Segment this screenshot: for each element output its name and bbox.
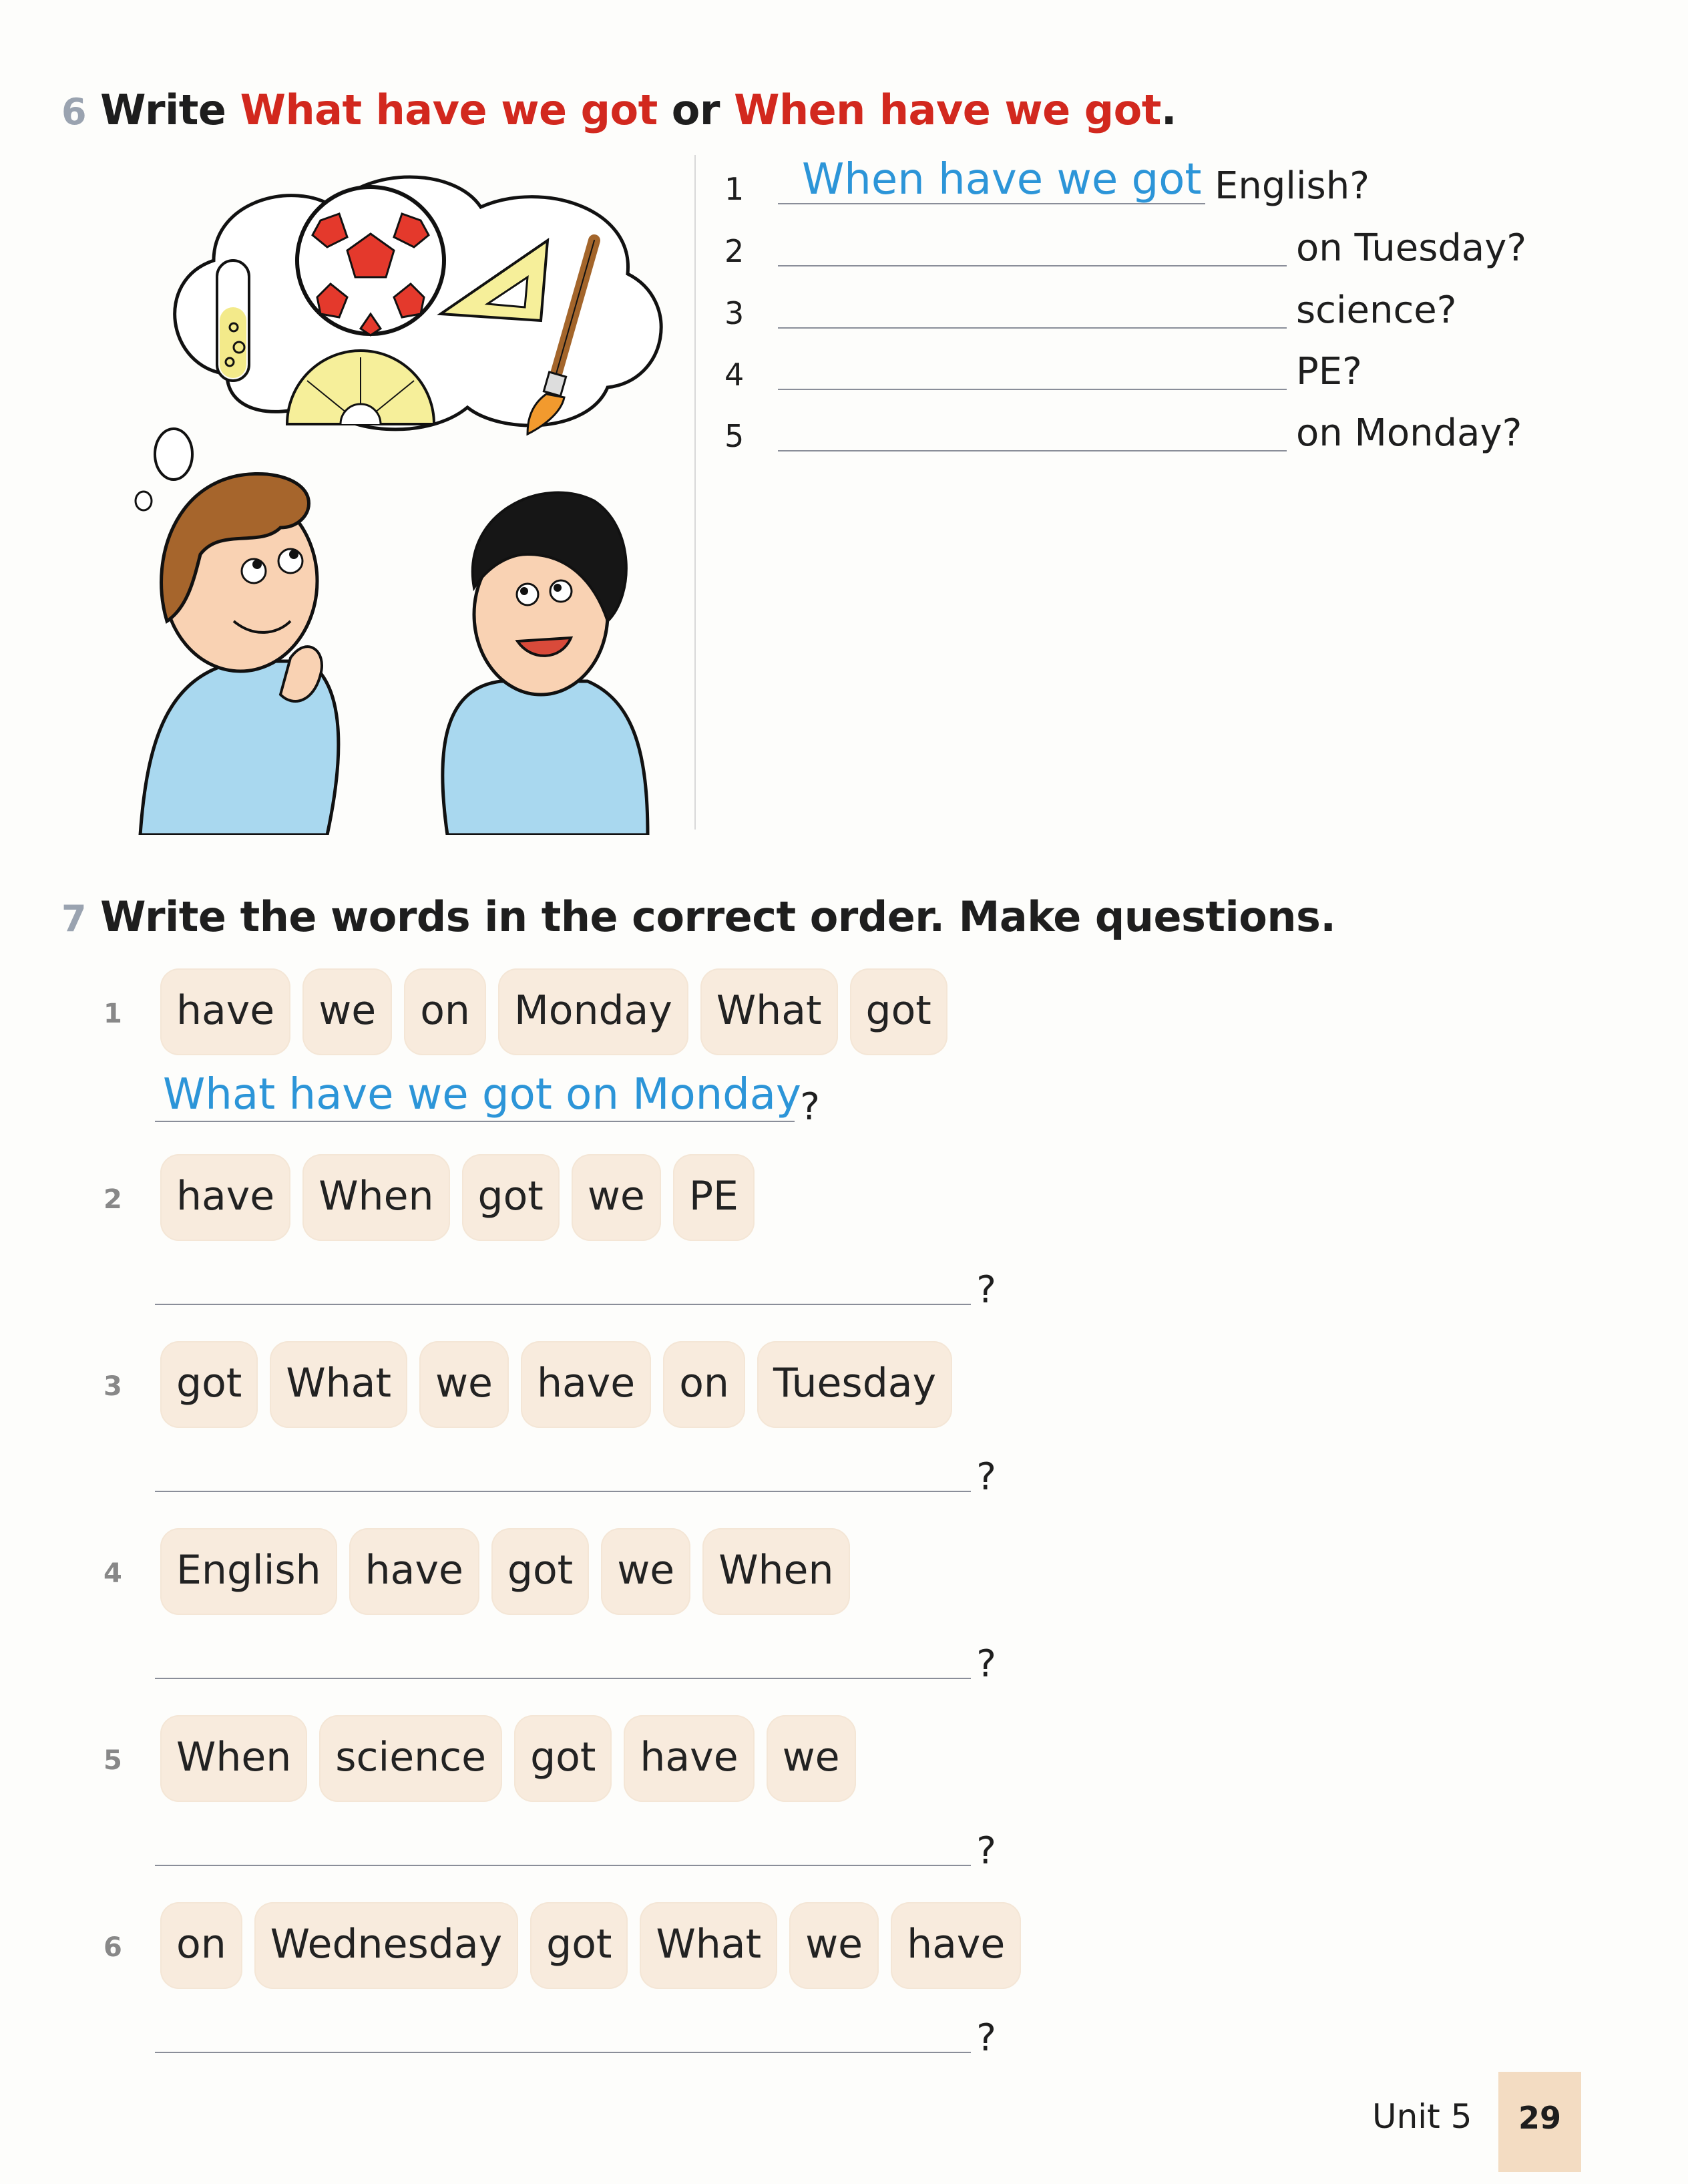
row-number: 4 — [103, 1558, 122, 1589]
word-chip: Tuesday — [757, 1341, 952, 1428]
row-number: 6 — [103, 1932, 122, 1963]
word-chips — [160, 968, 947, 1055]
handwritten-answer: When have we got — [802, 155, 1202, 204]
page-number: 29 — [1498, 2072, 1581, 2172]
row-number: 2 — [103, 1184, 122, 1215]
answer-line-4[interactable] — [155, 1626, 996, 1686]
answer-line[interactable] — [778, 327, 1287, 329]
word-chip: we — [419, 1341, 509, 1428]
word-chip: When — [702, 1528, 849, 1615]
row-number: 5 — [103, 1745, 122, 1776]
word-chip: Monday — [498, 968, 688, 1055]
word-chip: What — [270, 1341, 407, 1428]
underline — [155, 1865, 971, 1866]
football-icon — [297, 187, 444, 335]
boy-right — [443, 493, 648, 835]
unit-label: Unit 5 — [1372, 2097, 1472, 2136]
heading-period: . — [1160, 85, 1177, 134]
item-number: 4 — [724, 357, 745, 393]
answer-line[interactable] — [778, 450, 1287, 451]
row-number: 1 — [103, 998, 122, 1029]
word-chips — [160, 1715, 856, 1802]
item-number: 3 — [724, 295, 745, 331]
word-chip: got — [491, 1528, 589, 1615]
item-tail: on Monday? — [1296, 411, 1522, 455]
word-chip: Wednesday — [254, 1902, 518, 1989]
underline — [155, 1304, 971, 1305]
test-tube-icon — [217, 260, 249, 381]
answer-line-3[interactable] — [155, 1439, 996, 1499]
exercise-7-heading — [61, 892, 1335, 941]
answer-line-6[interactable] — [155, 2000, 996, 2060]
word-chip: have — [160, 968, 290, 1055]
illustration-boys-thinking — [127, 154, 694, 835]
underline — [155, 1491, 971, 1492]
answer-line-5[interactable] — [155, 1813, 996, 1873]
word-chip: have — [624, 1715, 754, 1802]
word-chip: have — [349, 1528, 479, 1615]
option-when: When have we got — [734, 85, 1161, 134]
word-chip: science — [319, 1715, 502, 1802]
answer-line[interactable] — [778, 389, 1287, 390]
item-tail: science? — [1296, 289, 1457, 332]
question-mark: ? — [976, 2016, 996, 2060]
item-tail: on Tuesday? — [1296, 226, 1527, 270]
word-chips — [160, 1528, 850, 1615]
word-chip: we — [572, 1154, 661, 1241]
handwritten-answer: What have we got on Monday — [163, 1070, 801, 1119]
row-number: 3 — [103, 1371, 122, 1402]
item-number: 2 — [724, 233, 745, 269]
word-chip: got — [514, 1715, 612, 1802]
word-chips — [160, 1902, 1021, 1989]
item-number: 1 — [724, 171, 745, 207]
word-chip: we — [789, 1902, 879, 1989]
word-chip: have — [160, 1154, 290, 1241]
word-chip: PE — [673, 1154, 755, 1241]
word-chip: What — [700, 968, 838, 1055]
boy-left — [140, 474, 339, 835]
word-chip: on — [404, 968, 486, 1055]
option-what: What have we got — [240, 85, 658, 134]
word-chip: When — [160, 1715, 307, 1802]
word-chip: got — [462, 1154, 560, 1241]
item-tail: English? — [1215, 164, 1369, 208]
heading-or: or — [657, 85, 734, 134]
word-chip: on — [663, 1341, 745, 1428]
word-chip: we — [767, 1715, 856, 1802]
item-number: 5 — [724, 418, 745, 454]
word-chips — [160, 1154, 755, 1241]
answer-line-2[interactable] — [155, 1252, 996, 1312]
answer-line-1[interactable] — [155, 1069, 820, 1129]
question-mark: ? — [976, 1455, 996, 1499]
underline — [155, 2052, 971, 2053]
word-chip: we — [601, 1528, 690, 1615]
boys-thinking-drawing — [127, 154, 694, 835]
word-chip: got — [530, 1902, 628, 1989]
word-chip: on — [160, 1902, 242, 1989]
exercise-number: 6 — [61, 91, 87, 133]
question-mark: ? — [976, 1642, 996, 1686]
question-mark: ? — [800, 1085, 820, 1129]
word-chips — [160, 1341, 952, 1428]
column-divider — [694, 155, 696, 830]
word-chip: got — [850, 968, 947, 1055]
answer-line[interactable] — [778, 265, 1287, 266]
underline — [155, 1121, 795, 1122]
word-chip: have — [891, 1902, 1021, 1989]
word-chip: When — [302, 1154, 449, 1241]
word-chip: got — [160, 1341, 258, 1428]
word-chip: we — [302, 968, 392, 1055]
word-chip: have — [521, 1341, 651, 1428]
word-chip: What — [640, 1902, 777, 1989]
question-mark: ? — [976, 1829, 996, 1873]
underline — [155, 1678, 971, 1679]
question-mark: ? — [976, 1268, 996, 1312]
exercise-number: 7 — [61, 898, 87, 940]
word-chip: English — [160, 1528, 337, 1615]
item-tail: PE? — [1296, 350, 1362, 393]
heading-text: Write — [100, 85, 240, 134]
heading-text: Write the words in the correct order. Make questions. — [100, 892, 1336, 941]
exercise-6-heading — [61, 85, 1177, 134]
